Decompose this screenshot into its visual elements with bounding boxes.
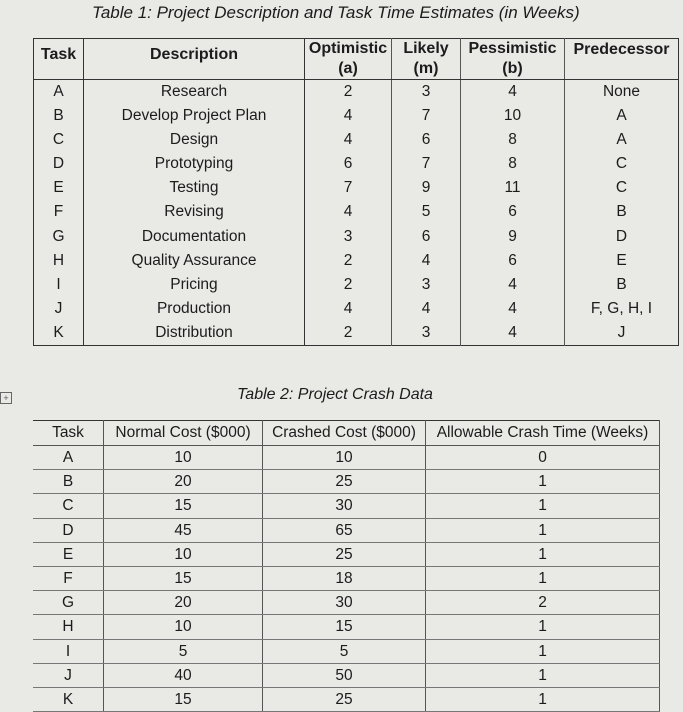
likely-cell: 3 xyxy=(392,80,461,105)
crashed-cost-cell: 30 xyxy=(263,494,426,518)
description-cell: Develop Project Plan xyxy=(84,104,305,128)
table-row xyxy=(34,104,679,128)
allowable-crash-time-cell: 0 xyxy=(426,446,660,470)
crashed-cost-cell: 25 xyxy=(263,688,426,712)
table-row xyxy=(33,663,660,687)
description-cell: Testing xyxy=(84,176,305,200)
task-cell: J xyxy=(33,663,104,687)
normal-cost-cell: 10 xyxy=(104,615,263,639)
predecessor-cell: F, G, H, I xyxy=(590,299,653,317)
table2-body xyxy=(33,446,660,712)
table1-caption: Table 1: Project Description and Task Time Estimates (in Weeks) xyxy=(92,3,580,22)
predecessor-cell: A xyxy=(616,107,627,125)
optimistic-cell: 2 xyxy=(305,321,392,346)
pessimistic-cell: 8 xyxy=(461,128,565,152)
task-cell: E xyxy=(34,176,84,200)
table-row xyxy=(34,80,679,105)
likely-cell: 6 xyxy=(392,128,461,152)
pessimistic-cell: 9 xyxy=(461,225,565,249)
optimistic-cell: 2 xyxy=(305,273,392,297)
crash-data-table xyxy=(33,420,660,712)
likely-cell: 5 xyxy=(392,200,461,224)
pessimistic-cell: 6 xyxy=(461,249,565,273)
crashed-cost-cell: 25 xyxy=(263,470,426,494)
normal-cost-cell: 45 xyxy=(104,518,263,542)
allowable-crash-time-cell: 1 xyxy=(426,639,660,663)
likely-cell: 7 xyxy=(392,152,461,176)
allowable-crash-time-cell: 2 xyxy=(426,591,660,615)
task-cell: G xyxy=(34,225,84,249)
description-cell: Distribution xyxy=(84,321,305,346)
task-cell: H xyxy=(34,249,84,273)
crashed-cost-cell: 65 xyxy=(263,518,426,542)
table-row xyxy=(34,273,679,297)
table-row xyxy=(33,591,660,615)
predecessor-cell: None xyxy=(602,83,641,100)
predecessor-cell: A xyxy=(616,131,627,149)
table-row xyxy=(34,225,679,249)
pessimistic-cell: 10 xyxy=(461,104,565,128)
table-row xyxy=(33,542,660,566)
optimistic-cell: 6 xyxy=(305,152,392,176)
optimistic-cell: 4 xyxy=(305,200,392,224)
pessimistic-cell: 8 xyxy=(461,152,565,176)
task-cell: B xyxy=(33,470,104,494)
header-allowable-crash-time: Allowable Crash Time (Weeks) xyxy=(426,421,660,446)
normal-cost-cell: 40 xyxy=(104,663,263,687)
table-row xyxy=(34,249,679,273)
normal-cost-cell: 10 xyxy=(104,542,263,566)
table1-body xyxy=(34,80,679,346)
likely-cell: 7 xyxy=(392,104,461,128)
crashed-cost-cell: 10 xyxy=(263,446,426,470)
table-row xyxy=(34,200,679,224)
allowable-crash-time-cell: 1 xyxy=(426,663,660,687)
description-cell: Quality Assurance xyxy=(84,249,305,273)
crashed-cost-cell: 50 xyxy=(263,663,426,687)
predecessor-cell: J xyxy=(617,323,626,341)
table-row xyxy=(33,494,660,518)
optimistic-cell: 4 xyxy=(305,128,392,152)
allowable-crash-time-cell: 1 xyxy=(426,494,660,518)
pessimistic-cell: 4 xyxy=(461,297,565,321)
table-row xyxy=(33,639,660,663)
description-cell: Research xyxy=(84,80,305,105)
header-likely: Likely (m) xyxy=(392,39,461,80)
table-row xyxy=(34,321,679,346)
task-cell: A xyxy=(33,446,104,470)
task-cell: G xyxy=(33,591,104,615)
likely-cell: 3 xyxy=(392,321,461,346)
predecessor-cell: B xyxy=(616,275,627,293)
task-time-table xyxy=(33,38,679,346)
header-crashed-cost: Crashed Cost ($000) xyxy=(263,421,426,446)
normal-cost-cell: 10 xyxy=(104,446,263,470)
optimistic-cell: 7 xyxy=(305,176,392,200)
allowable-crash-time-cell: 1 xyxy=(426,542,660,566)
task-cell: D xyxy=(33,518,104,542)
predecessor-cell: D xyxy=(615,227,628,245)
description-cell: Revising xyxy=(84,200,305,224)
allowable-crash-time-cell: 1 xyxy=(426,688,660,712)
pessimistic-cell: 4 xyxy=(461,80,565,105)
crashed-cost-cell: 18 xyxy=(263,567,426,591)
allowable-crash-time-cell: 1 xyxy=(426,615,660,639)
task-cell: F xyxy=(34,200,84,224)
normal-cost-cell: 20 xyxy=(104,470,263,494)
table-row xyxy=(34,176,679,200)
pessimistic-cell: 11 xyxy=(461,176,565,200)
task-cell: C xyxy=(33,494,104,518)
description-cell: Prototyping xyxy=(84,152,305,176)
table-row xyxy=(34,152,679,176)
predecessor-cell: B xyxy=(616,203,627,221)
crashed-cost-cell: 5 xyxy=(263,639,426,663)
task-cell: K xyxy=(34,321,84,346)
table-row xyxy=(33,470,660,494)
table-move-handle-icon: + xyxy=(0,392,12,404)
likely-cell: 4 xyxy=(392,297,461,321)
crashed-cost-cell: 15 xyxy=(263,615,426,639)
description-cell: Production xyxy=(84,297,305,321)
pessimistic-cell: 4 xyxy=(461,273,565,297)
crashed-cost-cell: 25 xyxy=(263,542,426,566)
task-cell: I xyxy=(33,639,104,663)
table2-header-row xyxy=(33,421,660,446)
pessimistic-cell: 6 xyxy=(461,200,565,224)
predecessor-cell: C xyxy=(615,155,628,173)
normal-cost-cell: 15 xyxy=(104,688,263,712)
header-predecessor: Predecessor xyxy=(565,39,679,80)
table-row xyxy=(34,297,679,321)
pessimistic-cell: 4 xyxy=(461,321,565,346)
allowable-crash-time-cell: 1 xyxy=(426,518,660,542)
task-cell: B xyxy=(34,104,84,128)
allowable-crash-time-cell: 1 xyxy=(426,470,660,494)
table-row xyxy=(33,518,660,542)
normal-cost-cell: 15 xyxy=(104,494,263,518)
likely-cell: 6 xyxy=(392,225,461,249)
header-task: Task xyxy=(33,421,104,446)
task-cell: C xyxy=(34,128,84,152)
header-normal-cost: Normal Cost ($000) xyxy=(104,421,263,446)
normal-cost-cell: 15 xyxy=(104,567,263,591)
likely-cell: 4 xyxy=(392,249,461,273)
optimistic-cell: 2 xyxy=(305,249,392,273)
optimistic-cell: 3 xyxy=(305,225,392,249)
optimistic-cell: 4 xyxy=(305,297,392,321)
table1-header-row xyxy=(34,39,679,80)
task-cell: I xyxy=(34,273,84,297)
table-row xyxy=(33,615,660,639)
table-row xyxy=(33,446,660,470)
normal-cost-cell: 5 xyxy=(104,639,263,663)
header-description: Description xyxy=(84,39,305,80)
header-pessimistic: Pessimistic (b) xyxy=(461,39,565,80)
table-row xyxy=(34,128,679,152)
crashed-cost-cell: 30 xyxy=(263,591,426,615)
description-cell: Design xyxy=(84,128,305,152)
likely-cell: 3 xyxy=(392,273,461,297)
task-cell: A xyxy=(34,80,84,105)
task-cell: K xyxy=(33,688,104,712)
task-cell: J xyxy=(34,297,84,321)
task-cell: F xyxy=(33,567,104,591)
likely-cell: 9 xyxy=(392,176,461,200)
optimistic-cell: 2 xyxy=(305,80,392,105)
task-cell: H xyxy=(33,615,104,639)
header-optimistic: Optimistic (a) xyxy=(305,39,392,80)
predecessor-cell: E xyxy=(616,251,627,269)
table-row xyxy=(33,567,660,591)
task-cell: E xyxy=(33,542,104,566)
description-cell: Documentation xyxy=(84,225,305,249)
predecessor-cell: C xyxy=(615,179,628,197)
optimistic-cell: 4 xyxy=(305,104,392,128)
allowable-crash-time-cell: 1 xyxy=(426,567,660,591)
normal-cost-cell: 20 xyxy=(104,591,263,615)
description-cell: Pricing xyxy=(84,273,305,297)
header-task: Task xyxy=(34,39,84,80)
table2-caption: Table 2: Project Crash Data xyxy=(237,386,433,403)
task-cell: D xyxy=(34,152,84,176)
